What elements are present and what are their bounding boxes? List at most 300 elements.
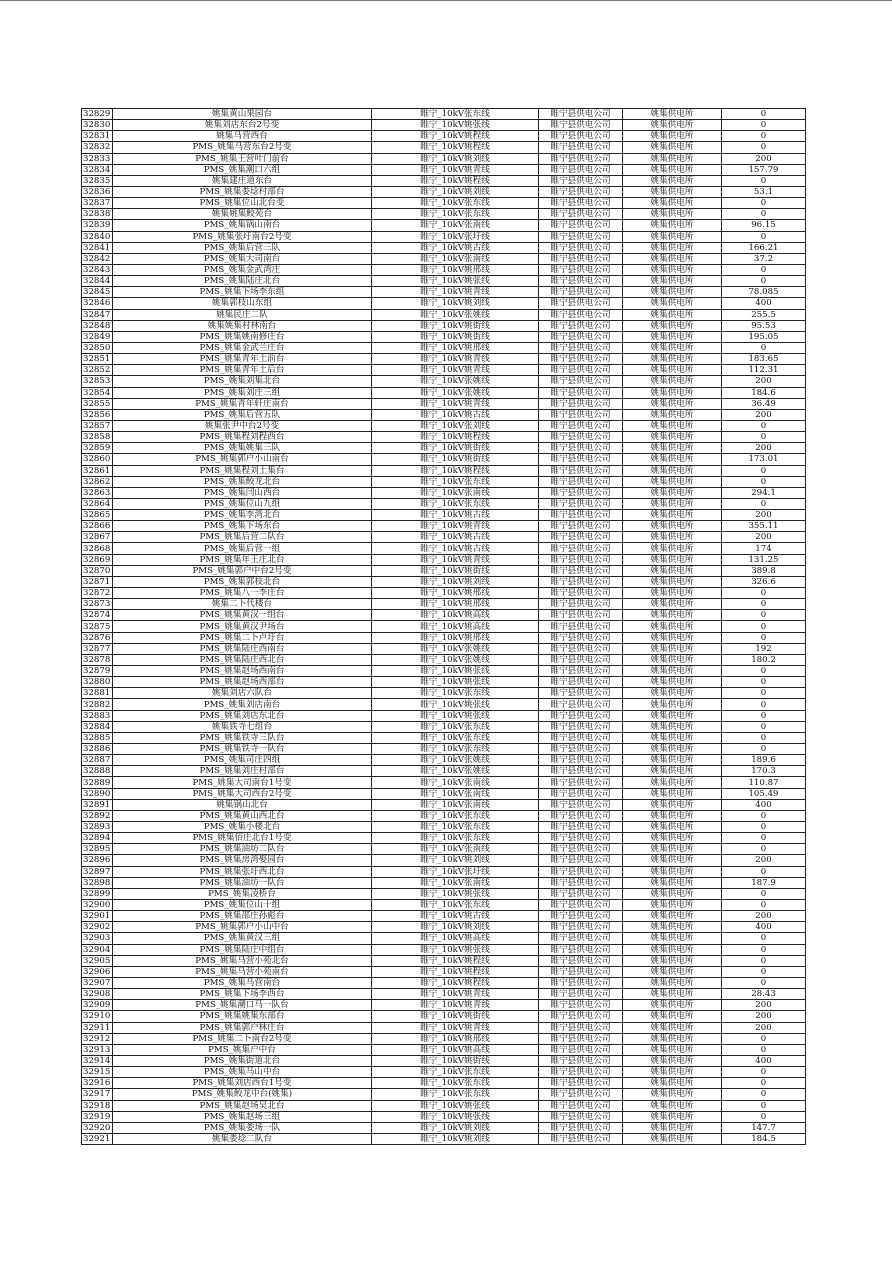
company-cell: 睢宁县供电公司 (539, 120, 623, 131)
station-name-cell: PMS_姚集马营东台2号变 (113, 142, 372, 153)
feeder-line-cell: 睢宁_10kV姚青线 (372, 1022, 539, 1033)
row-id-cell: 32837 (82, 198, 113, 209)
row-id-cell: 32914 (82, 1055, 113, 1066)
supply-station-cell: 姚集供电所 (623, 1022, 722, 1033)
company-cell: 睢宁县供电公司 (539, 398, 623, 409)
company-cell: 睢宁县供电公司 (539, 543, 623, 554)
row-id-cell: 32905 (82, 955, 113, 966)
company-cell: 睢宁县供电公司 (539, 565, 623, 576)
station-name-cell: 姚集铁寺七组台 (113, 721, 372, 732)
station-name-cell: PMS_姚集程刘程西台 (113, 432, 372, 443)
row-id-cell: 32858 (82, 432, 113, 443)
station-name-cell: PMS_姚集姚集三队 (113, 443, 372, 454)
value-cell: 173.01 (722, 454, 806, 465)
supply-station-cell: 姚集供电所 (623, 588, 722, 599)
station-name-cell: PMS_姚集马营小苑北台 (113, 955, 372, 966)
value-cell: 0 (722, 977, 806, 988)
table-row (82, 588, 806, 599)
station-name-cell: PMS_姚集陆庄西南台 (113, 643, 372, 654)
supply-station-cell: 姚集供电所 (623, 186, 722, 197)
table-row (82, 109, 806, 120)
supply-station-cell: 姚集供电所 (623, 732, 722, 743)
row-id-cell: 32834 (82, 164, 113, 175)
row-id-cell: 32840 (82, 231, 113, 242)
company-cell: 睢宁县供电公司 (539, 164, 623, 175)
table-row (82, 376, 806, 387)
value-cell: 200 (722, 911, 806, 922)
station-name-cell: PMS_姚集鲛龙中台(姚集) (113, 1089, 372, 1100)
row-id-cell: 32847 (82, 309, 113, 320)
value-cell: 200 (722, 376, 806, 387)
row-id-cell: 32838 (82, 209, 113, 220)
station-name-cell: PMS_姚集位山九组 (113, 498, 372, 509)
feeder-line-cell: 睢宁_10kV姚张线 (372, 944, 539, 955)
table-row (82, 1111, 806, 1122)
table-row (82, 365, 806, 376)
value-cell: 0 (722, 465, 806, 476)
value-cell: 0 (722, 142, 806, 153)
table-row (82, 810, 806, 821)
row-id-cell: 32908 (82, 989, 113, 1000)
value-cell: 0 (722, 175, 806, 186)
station-name-cell: 姚集郭枝山东组 (113, 298, 372, 309)
row-id-cell: 32901 (82, 911, 113, 922)
station-name-cell: 姚集姚集鲛苑台 (113, 209, 372, 220)
station-name-cell: PMS_姚集张圩西北台 (113, 866, 372, 877)
station-name-cell: PMS_姚集街道北台 (113, 1055, 372, 1066)
row-id-cell: 32867 (82, 532, 113, 543)
company-cell: 睢宁县供电公司 (539, 554, 623, 565)
supply-station-cell: 姚集供电所 (623, 666, 722, 677)
station-name-cell: PMS_姚集陆庄北台 (113, 276, 372, 287)
row-id-cell: 32885 (82, 732, 113, 743)
company-cell: 睢宁县供电公司 (539, 242, 623, 253)
row-id-cell: 32874 (82, 610, 113, 621)
company-cell: 睢宁县供电公司 (539, 409, 623, 420)
value-cell: 105.49 (722, 788, 806, 799)
value-cell: 166.21 (722, 242, 806, 253)
supply-station-cell: 姚集供电所 (623, 1044, 722, 1055)
value-cell: 53.1 (722, 186, 806, 197)
supply-station-cell: 姚集供电所 (623, 955, 722, 966)
supply-station-cell: 姚集供电所 (623, 866, 722, 877)
station-name-cell: PMS_姚集油坊一队台 (113, 877, 372, 888)
feeder-line-cell: 睢宁_10kV姚古线 (372, 911, 539, 922)
table-row (82, 866, 806, 877)
feeder-line-cell: 睢宁_10kV姚张线 (372, 1111, 539, 1122)
company-cell: 睢宁县供电公司 (539, 1089, 623, 1100)
value-cell: 184.5 (722, 1133, 806, 1144)
value-cell: 0 (722, 966, 806, 977)
table-row (82, 766, 806, 777)
station-name-cell: 姚集二卜代楼台 (113, 599, 372, 610)
station-name-cell: PMS_姚集后营五队 (113, 409, 372, 420)
table-row (82, 131, 806, 142)
table-row (82, 966, 806, 977)
table-row (82, 565, 806, 576)
value-cell: 0 (722, 866, 806, 877)
row-id-cell: 32853 (82, 376, 113, 387)
value-cell: 0 (722, 744, 806, 755)
feeder-line-cell: 睢宁_10kV姚邢线 (372, 599, 539, 610)
feeder-line-cell: 睢宁_10kV姚古线 (372, 510, 539, 521)
supply-station-cell: 姚集供电所 (623, 1000, 722, 1011)
company-cell: 睢宁县供电公司 (539, 977, 623, 988)
company-cell: 睢宁县供电公司 (539, 443, 623, 454)
supply-station-cell: 姚集供电所 (623, 543, 722, 554)
table-row (82, 320, 806, 331)
value-cell: 131.25 (722, 554, 806, 565)
value-cell: 0 (722, 699, 806, 710)
station-name-cell: PMS_姚集位山十组 (113, 899, 372, 910)
company-cell: 睢宁县供电公司 (539, 1100, 623, 1111)
row-id-cell: 32859 (82, 443, 113, 454)
table-row (82, 855, 806, 866)
feeder-line-cell: 睢宁_10kV张姚线 (372, 309, 539, 320)
table-row (82, 576, 806, 587)
table-row (82, 420, 806, 431)
value-cell: 400 (722, 799, 806, 810)
company-cell: 睢宁县供电公司 (539, 588, 623, 599)
row-id-cell: 32917 (82, 1089, 113, 1100)
feeder-line-cell: 睢宁_10kV姚青线 (372, 554, 539, 565)
supply-station-cell: 姚集供电所 (623, 510, 722, 521)
feeder-line-cell: 睢宁_10kV张圩线 (372, 866, 539, 877)
supply-station-cell: 姚集供电所 (623, 432, 722, 443)
feeder-line-cell: 睢宁_10kV姚程线 (372, 966, 539, 977)
supply-station-cell: 姚集供电所 (623, 911, 722, 922)
row-id-cell: 32839 (82, 220, 113, 231)
row-id-cell: 32871 (82, 576, 113, 587)
feeder-line-cell: 睢宁_10kV张姚线 (372, 376, 539, 387)
supply-station-cell: 姚集供电所 (623, 420, 722, 431)
row-id-cell: 32854 (82, 387, 113, 398)
station-name-cell: PMS_姚集鲛龙北台 (113, 476, 372, 487)
feeder-line-cell: 睢宁_10kV姚高线 (372, 1044, 539, 1055)
station-name-cell: PMS_姚集陆庄西北台 (113, 654, 372, 665)
supply-station-cell: 姚集供电所 (623, 175, 722, 186)
supply-station-cell: 姚集供电所 (623, 498, 722, 509)
feeder-line-cell: 睢宁_10kV姚街线 (372, 454, 539, 465)
supply-station-cell: 姚集供电所 (623, 320, 722, 331)
feeder-line-cell: 睢宁_10kV张东线 (372, 209, 539, 220)
supply-station-cell: 姚集供电所 (623, 153, 722, 164)
feeder-line-cell: 睢宁_10kV姚刘线 (372, 922, 539, 933)
table-row (82, 409, 806, 420)
row-id-cell: 32915 (82, 1067, 113, 1078)
supply-station-cell: 姚集供电所 (623, 209, 722, 220)
row-id-cell: 32883 (82, 710, 113, 721)
feeder-line-cell: 睢宁_10kV姚张线 (372, 710, 539, 721)
company-cell: 睢宁县供电公司 (539, 309, 623, 320)
feeder-line-cell: 睢宁_10kV张南线 (372, 877, 539, 888)
value-cell: 200 (722, 443, 806, 454)
row-id-cell: 32845 (82, 287, 113, 298)
supply-station-cell: 姚集供电所 (623, 721, 722, 732)
feeder-line-cell: 睢宁_10kV姚张线 (372, 888, 539, 899)
value-cell: 183.65 (722, 354, 806, 365)
row-id-cell: 32907 (82, 977, 113, 988)
company-cell: 睢宁县供电公司 (539, 788, 623, 799)
supply-station-cell: 姚集供电所 (623, 977, 722, 988)
table-row (82, 1089, 806, 1100)
row-id-cell: 32836 (82, 186, 113, 197)
value-cell: 0 (722, 1111, 806, 1122)
supply-station-cell: 姚集供电所 (623, 810, 722, 821)
table-row (82, 1011, 806, 1022)
value-cell: 0 (722, 264, 806, 275)
table-row (82, 153, 806, 164)
feeder-line-cell: 睢宁_10kV张东线 (372, 899, 539, 910)
station-name-cell: PMS_姚集赵场吴北台 (113, 1100, 372, 1111)
feeder-line-cell: 睢宁_10kV张东线 (372, 810, 539, 821)
feeder-line-cell: 睢宁_10kV姚古线 (372, 242, 539, 253)
value-cell: 0 (722, 231, 806, 242)
station-name-cell: 姚集娄埝二队台 (113, 1133, 372, 1144)
row-id-cell: 32852 (82, 365, 113, 376)
feeder-line-cell: 睢宁_10kV姚张线 (372, 666, 539, 677)
feeder-line-cell: 睢宁_10kV张东线 (372, 833, 539, 844)
supply-station-cell: 姚集供电所 (623, 855, 722, 866)
company-cell: 睢宁县供电公司 (539, 866, 623, 877)
value-cell: 200 (722, 532, 806, 543)
feeder-line-cell: 睢宁_10kV姚张线 (372, 1100, 539, 1111)
value-cell: 0 (722, 732, 806, 743)
value-cell: 200 (722, 1022, 806, 1033)
feeder-line-cell: 睢宁_10kV姚程线 (372, 131, 539, 142)
feeder-line-cell: 睢宁_10kV张东线 (372, 1067, 539, 1078)
station-name-cell: PMS_姚集闫山西台 (113, 487, 372, 498)
value-cell: 0 (722, 420, 806, 431)
supply-station-cell: 姚集供电所 (623, 253, 722, 264)
value-cell: 294.1 (722, 487, 806, 498)
row-id-cell: 32873 (82, 599, 113, 610)
table-row (82, 888, 806, 899)
row-id-cell: 32860 (82, 454, 113, 465)
station-name-cell: PMS_姚集黄汉三组 (113, 933, 372, 944)
table-row (82, 877, 806, 888)
value-cell: 400 (722, 298, 806, 309)
company-cell: 睢宁县供电公司 (539, 1055, 623, 1066)
table-row (82, 1055, 806, 1066)
value-cell: 200 (722, 1000, 806, 1011)
station-name-cell: PMS_姚集黄汉一组台 (113, 610, 372, 621)
supply-station-cell: 姚集供电所 (623, 287, 722, 298)
row-id-cell: 32829 (82, 109, 113, 120)
value-cell: 0 (722, 844, 806, 855)
station-name-cell: PMS_姚集下场李西台 (113, 989, 372, 1000)
table-row (82, 955, 806, 966)
supply-station-cell: 姚集供电所 (623, 365, 722, 376)
value-cell: 0 (722, 276, 806, 287)
value-cell: 0 (722, 588, 806, 599)
value-cell: 0 (722, 209, 806, 220)
company-cell: 睢宁县供电公司 (539, 944, 623, 955)
supply-station-cell: 姚集供电所 (623, 220, 722, 231)
station-name-cell: PMS_姚集刘庄三组 (113, 387, 372, 398)
supply-station-cell: 姚集供电所 (623, 465, 722, 476)
company-cell: 睢宁县供电公司 (539, 688, 623, 699)
station-name-cell: PMS_姚集娄场一队 (113, 1122, 372, 1133)
row-id-cell: 32870 (82, 565, 113, 576)
station-name-cell: PMS_姚集青年土前台 (113, 354, 372, 365)
feeder-line-cell: 睢宁_10kV姚刘线 (372, 153, 539, 164)
row-id-cell: 32855 (82, 398, 113, 409)
station-name-cell: PMS_姚集下场东台 (113, 521, 372, 532)
station-name-cell: PMS_姚集后营二队台 (113, 532, 372, 543)
feeder-line-cell: 睢宁_10kV姚街线 (372, 331, 539, 342)
company-cell: 睢宁县供电公司 (539, 766, 623, 777)
feeder-line-cell: 睢宁_10kV张东线 (372, 732, 539, 743)
value-cell: 0 (722, 1100, 806, 1111)
feeder-line-cell: 睢宁_10kV张东线 (372, 721, 539, 732)
feeder-line-cell: 睢宁_10kV姚高线 (372, 621, 539, 632)
company-cell: 睢宁县供电公司 (539, 699, 623, 710)
feeder-line-cell: 睢宁_10kV张姚线 (372, 643, 539, 654)
station-name-cell: PMS_姚集金武湾庄 (113, 264, 372, 275)
feeder-line-cell: 睢宁_10kV姚张线 (372, 120, 539, 131)
station-name-cell: PMS_姚集郭户小山中台 (113, 922, 372, 933)
station-name-cell: PMS_姚集赵场西部台 (113, 677, 372, 688)
feeder-line-cell: 睢宁_10kV姚街线 (372, 1055, 539, 1066)
feeder-line-cell: 睢宁_10kV姚程线 (372, 977, 539, 988)
company-cell: 睢宁县供电公司 (539, 209, 623, 220)
station-name-cell: PMS_姚集郭户中台2号变 (113, 565, 372, 576)
table-row (82, 264, 806, 275)
row-id-cell: 32868 (82, 543, 113, 554)
company-cell: 睢宁县供电公司 (539, 888, 623, 899)
feeder-line-cell: 睢宁_10kV张南线 (372, 799, 539, 810)
value-cell: 0 (722, 822, 806, 833)
supply-station-cell: 姚集供电所 (623, 276, 722, 287)
row-id-cell: 32875 (82, 621, 113, 632)
company-cell: 睢宁县供电公司 (539, 877, 623, 888)
row-id-cell: 32877 (82, 643, 113, 654)
feeder-line-cell: 睢宁_10kV张姚线 (372, 654, 539, 665)
feeder-line-cell: 睢宁_10kV张南线 (372, 487, 539, 498)
station-name-cell: PMS_姚集马山中台 (113, 1067, 372, 1078)
company-cell: 睢宁县供电公司 (539, 342, 623, 353)
table-row (82, 833, 806, 844)
supply-station-cell: 姚集供电所 (623, 231, 722, 242)
feeder-line-cell: 睢宁_10kV张东线 (372, 1078, 539, 1089)
table-row (82, 220, 806, 231)
table-row (82, 744, 806, 755)
value-cell: 326.6 (722, 576, 806, 587)
supply-station-cell: 姚集供电所 (623, 331, 722, 342)
station-name-cell: PMS_姚集郭户小山南台 (113, 454, 372, 465)
supply-station-cell: 姚集供电所 (623, 899, 722, 910)
company-cell: 睢宁县供电公司 (539, 989, 623, 1000)
table-row (82, 822, 806, 833)
company-cell: 睢宁县供电公司 (539, 710, 623, 721)
company-cell: 睢宁县供电公司 (539, 198, 623, 209)
supply-station-cell: 姚集供电所 (623, 1122, 722, 1133)
feeder-line-cell: 睢宁_10kV张东线 (372, 744, 539, 755)
company-cell: 睢宁县供电公司 (539, 1044, 623, 1055)
row-id-cell: 32900 (82, 899, 113, 910)
station-name-cell: PMS_姚集二卜卢圩台 (113, 632, 372, 643)
feeder-line-cell: 睢宁_10kV张南线 (372, 788, 539, 799)
company-cell: 睢宁县供电公司 (539, 1000, 623, 1011)
company-cell: 睢宁县供电公司 (539, 142, 623, 153)
row-id-cell: 32862 (82, 476, 113, 487)
value-cell: 400 (722, 1055, 806, 1066)
value-cell: 0 (722, 476, 806, 487)
feeder-line-cell: 睢宁_10kV姚青线 (372, 521, 539, 532)
table-row (82, 298, 806, 309)
table-row (82, 922, 806, 933)
company-cell: 睢宁县供电公司 (539, 922, 623, 933)
value-cell: 0 (722, 1044, 806, 1055)
value-cell: 170.3 (722, 766, 806, 777)
company-cell: 睢宁县供电公司 (539, 521, 623, 532)
table-row (82, 498, 806, 509)
value-cell: 195.05 (722, 331, 806, 342)
row-id-cell: 32893 (82, 822, 113, 833)
station-name-cell: PMS_姚集青年土后台 (113, 365, 372, 376)
value-cell: 200 (722, 153, 806, 164)
value-cell: 112.31 (722, 365, 806, 376)
row-id-cell: 32913 (82, 1044, 113, 1055)
supply-station-cell: 姚集供电所 (623, 933, 722, 944)
company-cell: 睢宁县供电公司 (539, 855, 623, 866)
table-row (82, 621, 806, 632)
row-id-cell: 32910 (82, 1011, 113, 1022)
supply-station-cell: 姚集供电所 (623, 1111, 722, 1122)
feeder-line-cell: 睢宁_10kV姚刘线 (372, 1122, 539, 1133)
supply-station-cell: 姚集供电所 (623, 309, 722, 320)
company-cell: 睢宁县供电公司 (539, 465, 623, 476)
supply-station-cell: 姚集供电所 (623, 554, 722, 565)
table-row (82, 1078, 806, 1089)
supply-station-cell: 姚集供电所 (623, 833, 722, 844)
feeder-line-cell: 睢宁_10kV张东线 (372, 476, 539, 487)
row-id-cell: 32848 (82, 320, 113, 331)
row-id-cell: 32881 (82, 688, 113, 699)
feeder-line-cell: 睢宁_10kV姚古线 (372, 532, 539, 543)
company-cell: 睢宁县供电公司 (539, 432, 623, 443)
supply-station-cell: 姚集供电所 (623, 376, 722, 387)
supply-station-cell: 姚集供电所 (623, 476, 722, 487)
table-row (82, 276, 806, 287)
station-name-cell: PMS_姚集青年轩庄南台 (113, 398, 372, 409)
row-id-cell: 32832 (82, 142, 113, 153)
row-id-cell: 32842 (82, 253, 113, 264)
station-name-cell: PMS_姚集张圩南台2号变 (113, 231, 372, 242)
row-id-cell: 32878 (82, 654, 113, 665)
value-cell: 0 (722, 721, 806, 732)
row-id-cell: 32833 (82, 153, 113, 164)
station-name-cell: PMS_姚集姚集东部台 (113, 1011, 372, 1022)
supply-station-cell: 姚集供电所 (623, 677, 722, 688)
station-name-cell: PMS_姚集陆庄中组台 (113, 944, 372, 955)
supply-station-cell: 姚集供电所 (623, 799, 722, 810)
value-cell: 37.2 (722, 253, 806, 264)
supply-station-cell: 姚集供电所 (623, 844, 722, 855)
supply-station-cell: 姚集供电所 (623, 532, 722, 543)
station-name-cell: PMS_姚集年王庄北台 (113, 554, 372, 565)
table-row (82, 677, 806, 688)
station-name-cell: 姚集张尹中台2号变 (113, 420, 372, 431)
station-name-cell: 姚集刘店东台2号变 (113, 120, 372, 131)
station-name-cell: PMS_姚集位山北台变 (113, 198, 372, 209)
company-cell: 睢宁县供电公司 (539, 955, 623, 966)
supply-station-cell: 姚集供电所 (623, 643, 722, 654)
table-row (82, 253, 806, 264)
feeder-line-cell: 睢宁_10kV姚邢线 (372, 1033, 539, 1044)
station-name-cell: PMS_姚集邵庄孙彪台 (113, 911, 372, 922)
